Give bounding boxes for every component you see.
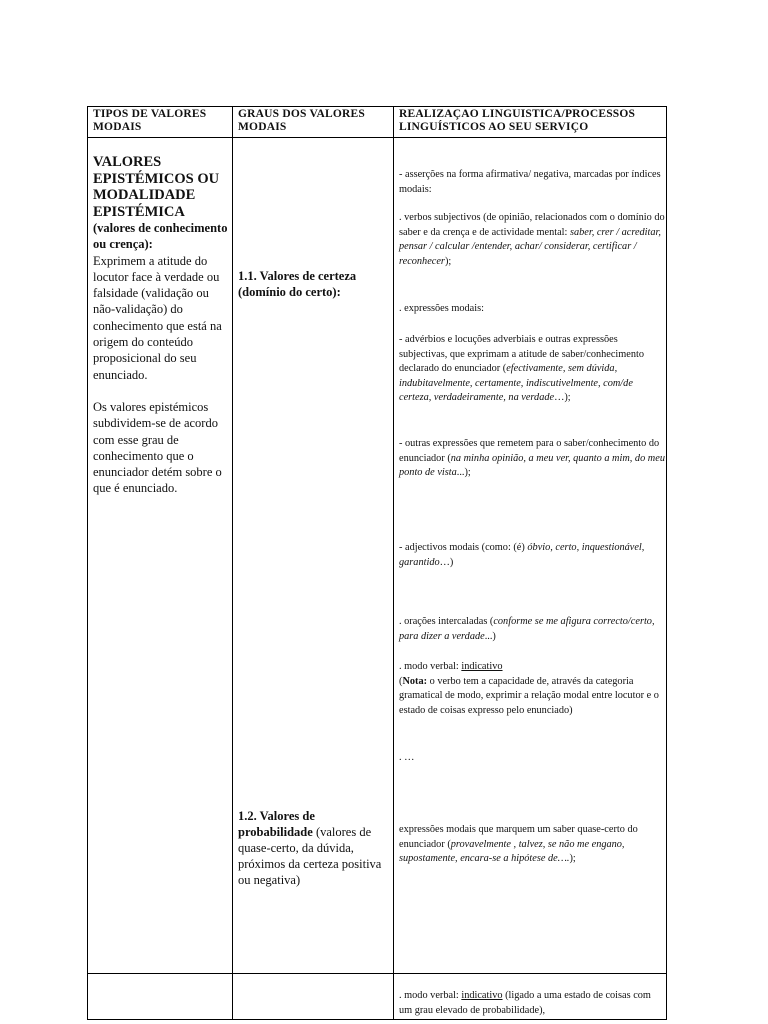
adverbs-text: - advérbios e locuções adverbiais e outras expressões subjectivas, que exprimam a atitude de saber/conhecimento declarado do enunciador ( xyxy=(399,334,645,375)
probability-expressions-item xyxy=(399,823,665,867)
verbal-mode-text: . modo verbal: xyxy=(399,661,462,672)
intercalated-clauses-examples: conforme se me afigura correcto/certo, para dizer a verdade xyxy=(399,616,655,642)
other-expressions-examples: na minha opinião, a meu ver, quanto a mim, do meu ponto de vista xyxy=(399,452,665,479)
other-expressions-text: - outras expressões que remetem para o saber/conhecimento do enunciador ( xyxy=(399,438,660,464)
column-divider-1 xyxy=(232,107,233,1019)
modal-adjectives-examples: óbvio, certo, inquestionável, xyxy=(527,542,645,553)
certeza-label xyxy=(238,268,390,300)
ellipsis-item xyxy=(399,751,665,766)
probabilidade-desc: (valores de quase-certo, da dúvida, próximos da certeza positiva ou negativa) xyxy=(238,825,382,887)
probabilidade-label xyxy=(238,808,390,888)
intercalated-clauses-item xyxy=(399,615,665,644)
probability-verbal-mode-text: . modo verbal: xyxy=(399,990,462,1001)
subjective-verbs-item xyxy=(399,211,665,269)
epistemic-title: VALORES EPISTÉMICOS OU MODALIDADE EPISTÉMICA xyxy=(93,154,220,220)
assertions-item xyxy=(399,168,665,197)
verbal-mode-indicativo: indicativo xyxy=(461,661,503,672)
verbal-mode-paren: ( xyxy=(399,675,403,687)
header-graus: GRAUS DOS VALORES MODAIS xyxy=(238,108,365,133)
row-divider xyxy=(88,973,666,974)
epistemic-subtitle: (valores de conhecimento ou crença): xyxy=(93,221,228,252)
probability-expressions-end: ); xyxy=(569,853,576,865)
header-tipos: TIPOS DE VALORES MODAIS xyxy=(93,108,207,133)
adverbs-examples: efectivamente, sem dúvida, indubitavelmente, certamente, indiscutivelmente, com/de certeza, verdadeiramente, na verdade xyxy=(399,363,633,404)
adverbs-end: …); xyxy=(554,392,571,404)
modal-adjectives-example-last: garantido xyxy=(399,556,440,568)
other-expressions-item xyxy=(399,437,665,481)
col3-content xyxy=(399,107,665,973)
modal-expressions-item xyxy=(399,302,665,317)
subjective-verbs-examples: saber, crer / acreditar, pensar / calcular /entender, achar/ considerar, certificar / reconhecer xyxy=(399,226,661,267)
column-divider-2 xyxy=(393,107,394,1019)
assertions-text: - asserções na forma afirmativa/ negativa, marcadas por índices modais: xyxy=(399,169,661,195)
probability-verbal-mode-end: (ligado a uma estado de coisas com um grau elevado de probabilidade), xyxy=(399,990,651,1016)
probability-verbal-mode-indicativo: indicativo xyxy=(461,990,503,1001)
subjective-verbs-text: . verbos subjectivos (de opinião, relacionados com o domínio do saber e da crença e de actividade mental: xyxy=(399,212,665,238)
intercalated-clauses-text: . orações intercaladas ( xyxy=(399,616,494,627)
modal-adjectives-end: …) xyxy=(439,556,454,568)
modal-expressions-text: . expressões modais: xyxy=(399,303,484,314)
certeza-text: 1.1. Valores de certeza (domínio do certo): xyxy=(238,269,357,299)
col1-content xyxy=(93,154,229,497)
verbal-mode-note-text: o verbo tem a capacidade de, através da categoria gramatical de modo, exprimir a relação modal entre locutor e o estado de coisas expresso pelo enunciado) xyxy=(399,675,659,716)
verbal-mode-item xyxy=(399,660,665,718)
epistemic-description: Exprimem a atitude do locutor face à verdade ou falsidade (validação ou não-validação) do conhecimento que está na origem do conteúdo proposicional do seu enunciado. xyxy=(93,253,222,382)
probability-expressions-text: expressões modais que marquem um saber quase-certo do enunciador ( xyxy=(399,824,638,850)
verbal-mode-nota: Nota: xyxy=(402,675,428,687)
probability-verbal-mode-item xyxy=(399,989,665,1018)
adverbs-item xyxy=(399,333,665,406)
other-expressions-end: ...); xyxy=(456,467,471,479)
probability-expressions-examples: provavelmente , talvez, se não me engano, supostamente, encara-se a hipótese de…. xyxy=(399,838,625,865)
probabilidade-title: 1.2. Valores de probabilidade xyxy=(238,809,315,839)
epistemic-subdivision: Os valores epistémicos subdividem-se de acordo com esse grau de conhecimento que o enunciador detém sobre o que é enunciado. xyxy=(93,399,222,496)
subjective-verbs-end: ); xyxy=(444,255,452,267)
header-realizacao: REALIZAÇAO LINGUISTICA/PROCESSOS LINGUÍSTICOS AO SEU SERVIÇO xyxy=(399,108,636,133)
ellipsis-text: . … xyxy=(399,752,415,763)
modal-adjectives-item xyxy=(399,541,665,570)
modal-adjectives-text: - adjectivos modais (como: (é) xyxy=(399,542,528,553)
intercalated-clauses-end: ...) xyxy=(484,630,496,642)
modal-values-table xyxy=(87,106,667,1020)
